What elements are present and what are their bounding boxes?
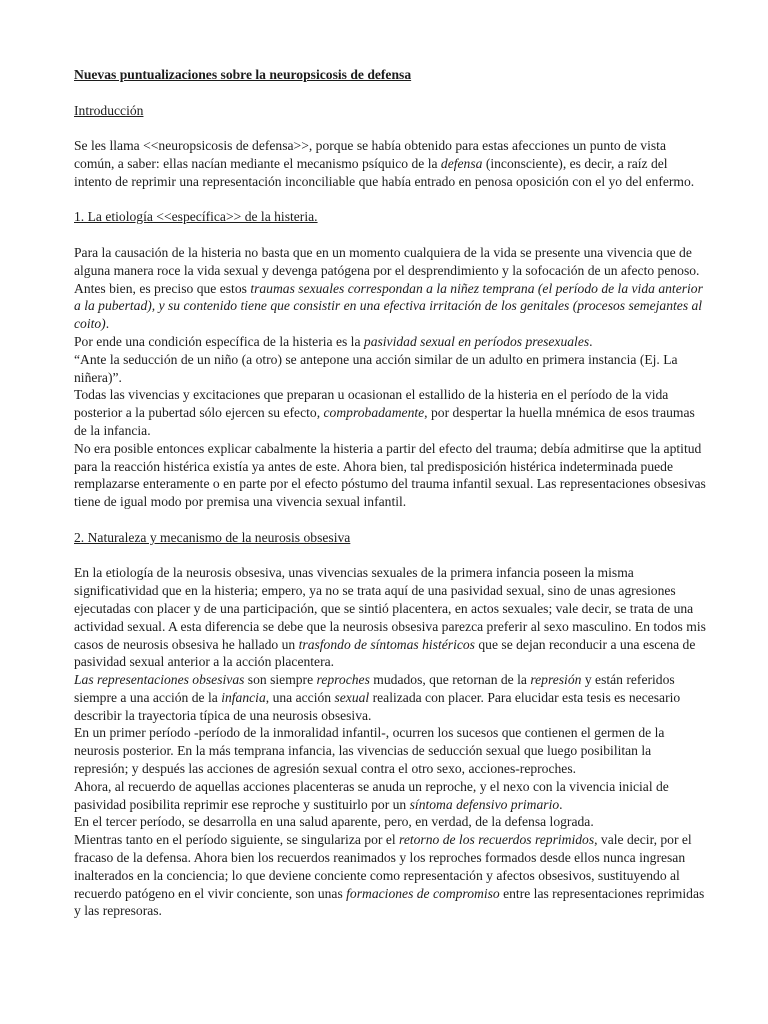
spacer bbox=[74, 511, 708, 529]
section-1-heading: 1. La etiología <<específica>> de la histeria. bbox=[74, 209, 318, 225]
text-run: realizada con placer. Para elucidar esta tesis es necesario describir la trayectoria típica de una neurosis obsesiva. bbox=[74, 689, 681, 723]
section-1-paragraph-5: No era posible entonces explicar cabalmente la histeria a partir del efecto del trauma; debía admitirse que la aptitud para la reacción histérica existía ya antes de este. Ahora bien, tal predisposición histérica indeterminada puede remplazarse enteramente o en parte por el efecto póstumo del trauma infantil sexual. Las representaciones obsesivas tiene de igual modo por premisa una vivencia sexual infantil. bbox=[74, 440, 706, 510]
italic-run: reproches bbox=[316, 672, 370, 688]
text-run: (inconsciente), es decir, a raíz del intento de reprimir una representación inconciliable que había entrado en penosa oposición con el yo del enfermo. bbox=[74, 155, 695, 189]
text-run: . bbox=[589, 333, 593, 349]
text-run: Mientras tanto en el período siguiente, se singulariza por el bbox=[74, 832, 400, 848]
section-2-paragraph-3: En un primer período -período de la inmoralidad infantil-, ocurren los sucesos que contienen el germen de la neurosis posterior. En la más temprana infancia, las vivencias de seducción sexual que luego posibilitan la represión; y después las acciones de agresión sexual contra el otro sexo, acciones-reproches. bbox=[74, 725, 665, 777]
introduction-paragraph bbox=[74, 137, 708, 190]
italic-run: defensa bbox=[440, 155, 483, 171]
text-run: Para la causación de la histeria no basta que en un momento cualquiera de la vida se presente una vivencia que de alguna manera roce la vida sexual y devenga patógena por el desprendimiento y la sofocación de un afecto penoso. Antes bien, es preciso que estos bbox=[74, 244, 700, 296]
section-1-paragraph-1 bbox=[74, 244, 708, 333]
section-2-paragraph-5: En el tercer período, se desarrolla en una salud aparente, pero, en verdad, de la defensa lograda. bbox=[74, 814, 594, 830]
italic-run: comprobadamente bbox=[323, 405, 425, 421]
text-run: son siempre bbox=[244, 672, 317, 688]
text-run: y están referidos siempre a una acción de la bbox=[74, 672, 675, 705]
text-run: En la etiología de la neurosis obsesiva, unas vivencias sexuales de la primera infancia poseen la misma significatividad que en la histeria; empero, ya no se trata aquí de una pasividad sexual, sino de unas agresiones ejecutadas con placer y de una participación, que se sintió placentera, en actos sexuales; vale decir, se trata de una actividad sexual. A esta diferencia se debe que la neurosis obsesiva parezca preferir al sexo masculino. En todos mis casos de neurosis obsesiva he hallado un bbox=[74, 565, 706, 652]
spacer bbox=[74, 119, 708, 137]
italic-run: formaciones de compromiso bbox=[346, 885, 500, 901]
spacer bbox=[74, 191, 708, 209]
text-run: . bbox=[105, 316, 110, 332]
spacer bbox=[74, 226, 708, 244]
spacer bbox=[74, 547, 708, 565]
section-1-paragraph-2 bbox=[74, 333, 708, 351]
text-run: Por ende una condición específica de la histeria es la bbox=[74, 333, 364, 349]
italic-run: retorno de los recuerdos reprimidos bbox=[399, 832, 595, 848]
section-2-paragraph-4 bbox=[74, 778, 708, 814]
section-2-paragraph-6 bbox=[74, 831, 708, 920]
section-2-heading: 2. Naturaleza y mecanismo de la neurosis obsesiva bbox=[74, 529, 351, 545]
text-run: entre las representaciones reprimidas y las represoras. bbox=[74, 885, 705, 919]
italic-run: síntoma defensivo primario bbox=[409, 796, 560, 812]
section-2-paragraph-2 bbox=[74, 671, 708, 724]
section-2-paragraph-1 bbox=[74, 564, 708, 671]
italic-run: represión bbox=[530, 672, 582, 688]
text-run: Todas las vivencias y excitaciones que preparan u ocasionan el estallido de la histeria en el período de la vida posterior a la pubertad sólo ejercen su efecto, bbox=[74, 387, 669, 421]
italic-run: pasividad sexual en períodos presexuales bbox=[363, 333, 590, 349]
italic-run: infancia bbox=[221, 689, 266, 705]
document-title: Nuevas puntualizaciones sobre la neuropsicosis de defensa bbox=[74, 67, 412, 82]
text-run: Se les llama <<neuropsicosis de defensa>>, porque se había obtenido para estas afecciones un punto de vista común, a saber: ellas nacían mediante el mecanismo psíquico de la bbox=[74, 138, 666, 171]
italic-run: trasfondo de síntomas histéricos bbox=[298, 636, 475, 652]
introduction-heading: Introducción bbox=[74, 102, 144, 118]
text-run: , una acción bbox=[265, 689, 335, 705]
spacer bbox=[74, 84, 708, 102]
italic-run: traumas sexuales correspondan a la niñez temprana (el período de la vida anterior a la pubertad), y su contenido tiene que consistir en una efectiva irritación de los genitales (procesos semejantes al coito) bbox=[74, 280, 703, 332]
text-run: Ahora, al recuerdo de aquellas acciones placenteras se anuda un reproche, y el nexo con la vivencia inicial de pasividad posibilita reprimir ese reproche y sustituirlo por un bbox=[74, 778, 669, 812]
text-run: que se dejan reconducir a una escena de pasividad sexual anterior a la acción placentera. bbox=[74, 636, 696, 670]
text-run: , vale decir, por el fracaso de la defensa. Ahora bien los recuerdos reanimados y los reproches formados desde ellos nunca ingresan inalterados en la conciencia; lo que deviene conciente como representación y afectos obsesivos, sustituyendo al recuerdo patógeno en el vivir conciente, son unas bbox=[74, 832, 692, 901]
text-run: , por despertar la huella mnémica de esos traumas de la infancia. bbox=[74, 405, 695, 438]
section-1-paragraph-3: “Ante la seducción de un niño (a otro) se antepone una acción similar de un adulto en primera instancia (Ej. La niñera)”. bbox=[74, 351, 678, 385]
text-run: mudados, que retornan de la bbox=[369, 672, 531, 688]
text-run: . bbox=[559, 796, 563, 812]
section-1-paragraph-4 bbox=[74, 386, 708, 439]
italic-run: Las representaciones obsesivas bbox=[74, 672, 245, 688]
italic-run: sexual bbox=[334, 689, 370, 705]
